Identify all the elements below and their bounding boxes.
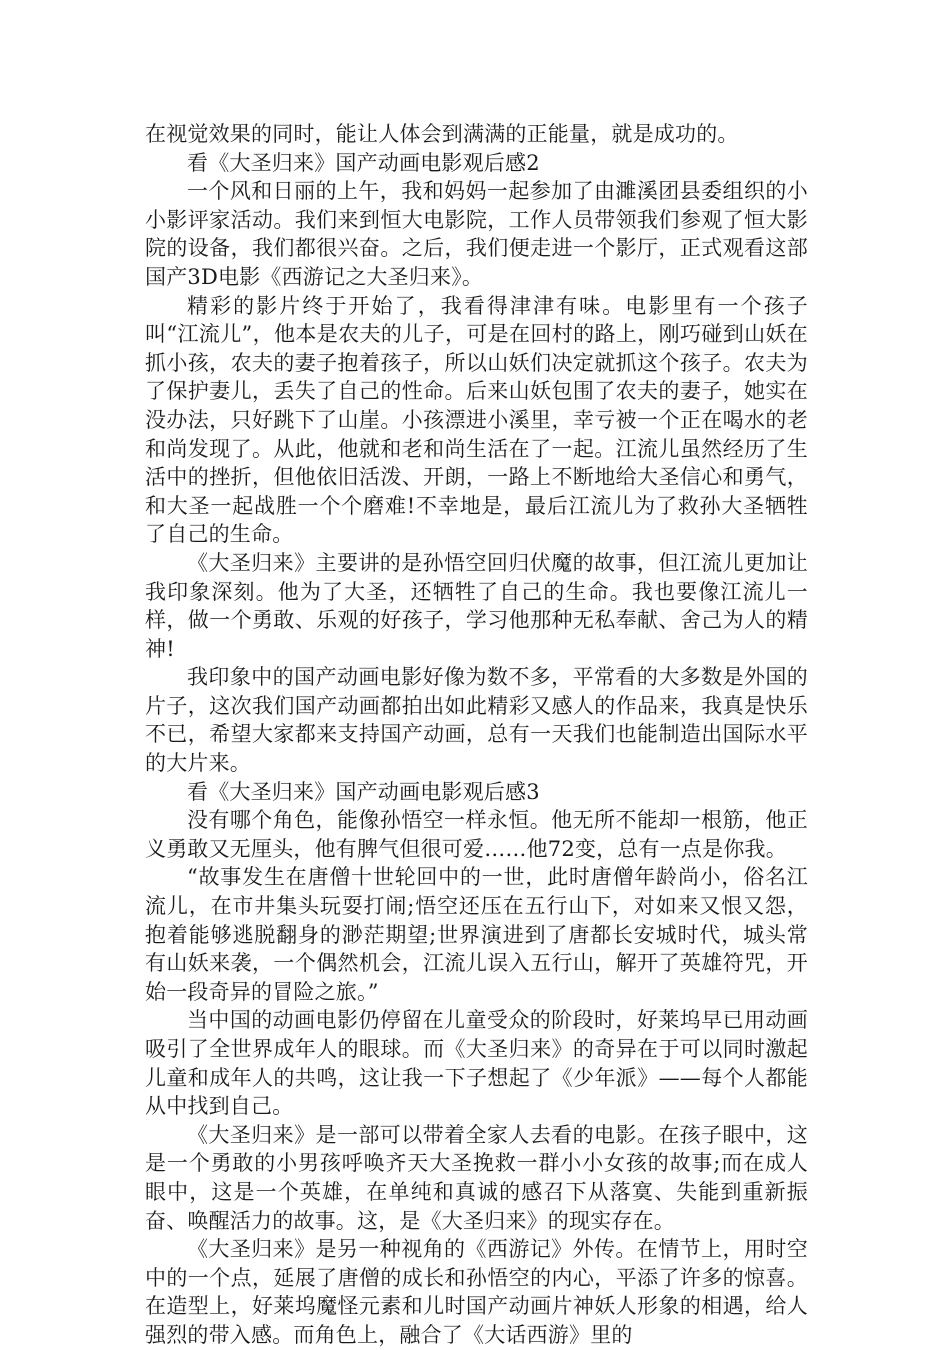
paragraph-continuation: 在视觉效果的同时，能让人体会到满满的正能量，就是成功的。 bbox=[145, 122, 739, 146]
section-heading-3: 看《大圣归来》国产动画电影观后感3 bbox=[187, 779, 540, 804]
document-body bbox=[145, 120, 808, 1350]
paragraph-quote: “故事发生在唐僧十世轮回中的一世，此时唐僧年龄尚小，俗名江流儿，在市井集头玩耍打闹;悟空还压在五行山下，对如来又恨又怨，抱着能够逃脱翻身的渺茫期望;世界演进到了唐都长安城时代，城头常有山妖来袭，一个偶然机会，江流儿误入五行山，解开了英雄符咒，开始一段奇异的冒险之旅。” bbox=[145, 865, 808, 1004]
paragraph: 我印象中的国产动画电影好像为数不多，平常看的大多数是外国的片子，这次我们国产动画都拍出如此精彩又感人的作品来，我真是快乐不已，希望大家都来支持国产动画，总有一天我们也能制造出国际水平的大片来。 bbox=[145, 665, 808, 776]
paragraph: 当中国的动画电影仍停留在儿童受众的阶段时，好莱坞早已用动画吸引了全世界成年人的眼球。而《大圣归来》的奇异在于可以同时激起儿童和成年人的共鸣，这让我一下子想起了《少年派》——每个人都能从中找到自己。 bbox=[145, 1008, 808, 1119]
section-heading-2: 看《大圣归来》国产动画电影观后感2 bbox=[187, 150, 540, 175]
paragraph: 《大圣归来》是一部可以带着全家人去看的电影。在孩子眼中，这是一个勇敢的小男孩呼唤齐天大圣挽救一群小小女孩的故事;而在成人眼中，这是一个英雄，在单纯和真诚的感召下从落寞、失能到重新振奋、唤醒活力的故事。这，是《大圣归来》的现实存在。 bbox=[145, 1122, 808, 1233]
paragraph: 一个风和日丽的上午，我和妈妈一起参加了由濉溪团县委组织的小小影评家活动。我们来到恒大电影院，工作人员带领我们参观了恒大影院的设备，我们都很兴奋。之后，我们便走进一个影厅，正式观看这部国产3D电影《西游记之大圣归来》。 bbox=[145, 179, 808, 289]
paragraph: 没有哪个角色，能像孙悟空一样永恒。他无所不能却一根筋，他正义勇敢又无厘头，他有脾气但很可爱……他72变，总有一点是你我。 bbox=[145, 808, 808, 861]
paragraph: 《大圣归来》是另一种视角的《西游记》外传。在情节上，用时空中的一个点，延展了唐僧的成长和孙悟空的内心，平添了许多的惊喜。在造型上，好莱坞魔怪元素和儿时国产动画片神妖人形象的相遇，给人强烈的带入感。而角色上，融合了《大话西游》里的 bbox=[145, 1237, 808, 1347]
paragraph: 《大圣归来》主要讲的是孙悟空回归伏魔的故事，但江流儿更加让我印象深刻。他为了大圣，还牺牲了自己的生命。我也要像江流儿一样，做一个勇敢、乐观的好孩子，学习他那种无私奉献、舍己为人的精神! bbox=[145, 550, 808, 661]
paragraph: 精彩的影片终于开始了，我看得津津有味。电影里有一个孩子叫“江流儿”，他本是农夫的儿子，可是在回村的路上，刚巧碰到山妖在抓小孩，农夫的妻子抱着孩子，所以山妖们决定就抓这个孩子。农夫为了保护妻儿，丢失了自己的性命。后来山妖包围了农夫的妻子，她实在没办法，只好跳下了山崖。小孩漂进小溪里，幸亏被一个正在喝水的老和尚发现了。从此，他就和老和尚生活在了一起。江流儿虽然经历了生活中的挫折，但他依旧活泼、开朗，一路上不断地给大圣信心和勇气，和大圣一起战胜一个个磨难!不幸地是，最后江流儿为了救孙大圣牺牲了自己的生命。 bbox=[145, 293, 808, 547]
